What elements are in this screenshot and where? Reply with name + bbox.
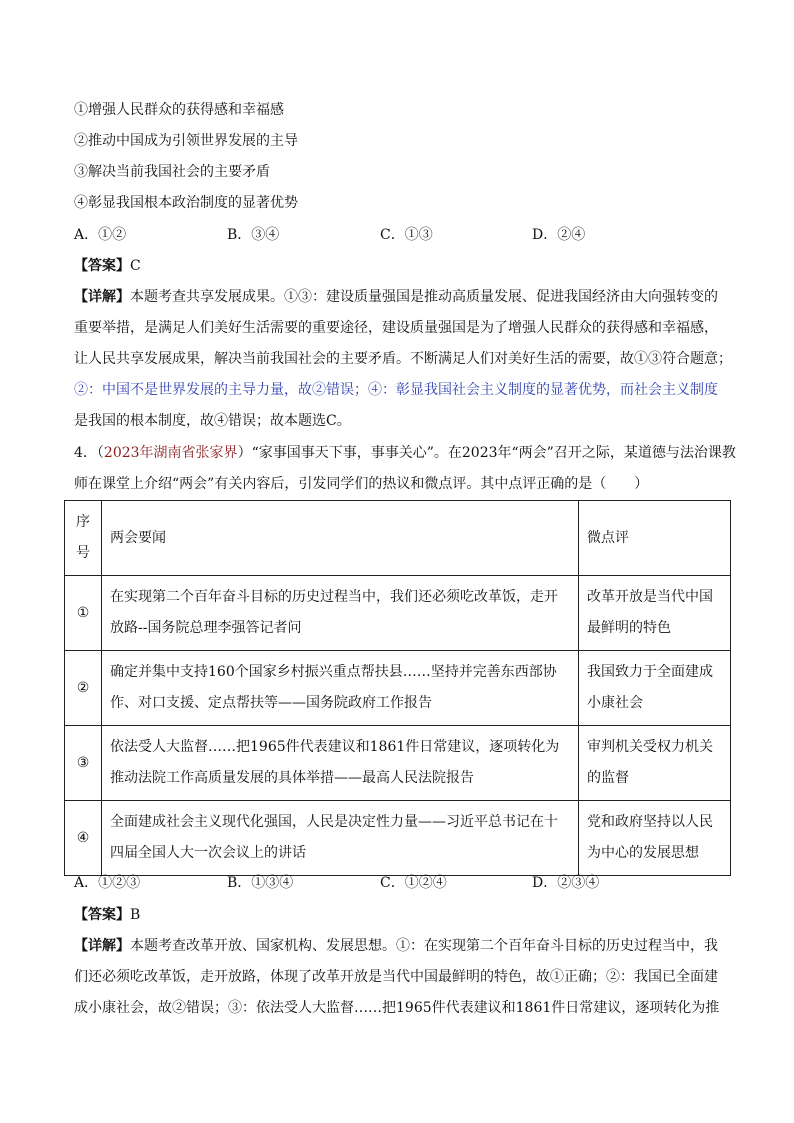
detail-label: 【详解】: [74, 289, 130, 305]
row-news: 确定并集中支持160个国家乡村振兴重点帮扶县……坚持并完善东西部协作、对口支援、定点帮扶等——国务院政府工作报告: [102, 651, 579, 726]
q3-option-d: D．②④: [532, 227, 586, 243]
q3-option-b: B．③④: [227, 227, 280, 243]
statement-1: ①增强人民群众的获得感和幸福感: [74, 102, 284, 118]
q4-option-c: C．①②④: [380, 875, 447, 891]
table-row: [65, 726, 731, 801]
answer-label: 【答案】: [74, 907, 130, 923]
table-row: [65, 801, 731, 876]
statement-2: ②推动中国成为引领世界发展的主导: [74, 133, 298, 149]
detail-line: 重要举措，是满足人们美好生活需要的重要途径，建设质量强国是为了增强人民群众的获得感和幸福感，: [74, 320, 718, 336]
answer-value: C: [130, 258, 141, 274]
q4-answer: [74, 905, 140, 925]
detail-line: 是我国的根本制度，故④错误；故本题选C。: [74, 413, 351, 429]
q4-option-d: D．②③④: [532, 875, 600, 891]
row-comment: 党和政府坚持以人民为中心的发展思想: [579, 801, 731, 876]
row-news: 在实现第二个百年奋斗目标的历史过程当中，我们还必须吃改革饭，走开放路--国务院总理李强答记者问: [102, 576, 579, 651]
detail-line: 本题考查共享发展成果。①③：建设质量强国是推动高质量发展、促进我国经济由大向强转变的: [130, 289, 718, 305]
q4-stem-line1: [74, 443, 736, 463]
question-source: 2023年湖南省张家界: [103, 445, 238, 461]
header-news: 两会要闻: [102, 501, 579, 576]
row-comment: 我国致力于全面建成小康社会: [579, 651, 731, 726]
row-number: ④: [65, 801, 102, 876]
detail-line: 们还必须吃改革饭，走开放路，体现了改革开放是当代中国最鲜明的特色，故①正确；②：我国已全面建: [74, 969, 718, 985]
question-number: 4．: [74, 445, 97, 461]
answer-label: 【答案】: [74, 258, 130, 274]
statement-3: ③解决当前我国社会的主要矛盾: [74, 164, 270, 180]
table-row: [65, 651, 731, 726]
source-bracket: （: [96, 445, 104, 461]
q4-option-b: B．①③④: [227, 875, 294, 891]
row-number: ①: [65, 576, 102, 651]
detail-line: 让人民共享发展成果，解决当前我国社会的主要矛盾。不断满足人们对美好生活的需要，故①③符合题意；: [74, 351, 732, 367]
q4-detail: [74, 936, 724, 1029]
detail-line: ②：中国不是世界发展的主导力量，故②错误；④：彰显我国社会主义制度的显著优势，而社会主义制度: [74, 382, 718, 398]
header-comment: 微点评: [579, 501, 731, 576]
row-number: ③: [65, 726, 102, 801]
row-news: 依法受人大监督……把1965件代表建议和1861件日常建议，逐项转化为推动法院工作高质量发展的具体举措——最高人民法院报告: [102, 726, 579, 801]
news-table: [64, 500, 731, 876]
q3-option-a: A．①②: [74, 227, 127, 243]
row-number: ②: [65, 651, 102, 726]
row-comment: 改革开放是当代中国最鲜明的特色: [579, 576, 731, 651]
q4-option-a: A．①②③: [74, 875, 141, 891]
detail-line: 成小康社会，故②错误；③：依法受人大监督……把1965件代表建议和1861件日常建议，逐项转化为推: [74, 1000, 720, 1016]
answer-value: B: [130, 907, 141, 923]
q4-options: [74, 873, 674, 893]
table-row: [65, 576, 731, 651]
q3-options: [74, 225, 674, 245]
detail-line: 本题考查改革开放、国家机构、发展思想。①：在实现第二个百年奋斗目标的历史过程当中，我: [130, 938, 718, 954]
q3-detail: [74, 287, 732, 442]
table-header-row: [65, 501, 731, 576]
row-news: 全面建成社会主义现代化强国，人民是决定性力量——习近平总书记在十四届全国人大一次会议上的讲话: [102, 801, 579, 876]
statement-4: ④彰显我国根本政治制度的显著优势: [74, 195, 298, 211]
source-bracket: ）: [237, 445, 252, 461]
header-number: 序号: [65, 501, 102, 576]
row-comment: 审判机关受权力机关的监督: [579, 726, 731, 801]
stem-text: “家事国事天下事，事事关心”。在2023年“两会”召开之际，某道德与法治课教: [251, 445, 736, 461]
q3-option-c: C．①③: [380, 227, 433, 243]
q3-answer: [74, 256, 141, 276]
q4-stem-line2: 师在课堂上介绍“两会”有关内容后，引发同学们的热议和微点评。其中点评正确的是（ ）: [74, 476, 649, 492]
detail-label: 【详解】: [74, 938, 130, 954]
